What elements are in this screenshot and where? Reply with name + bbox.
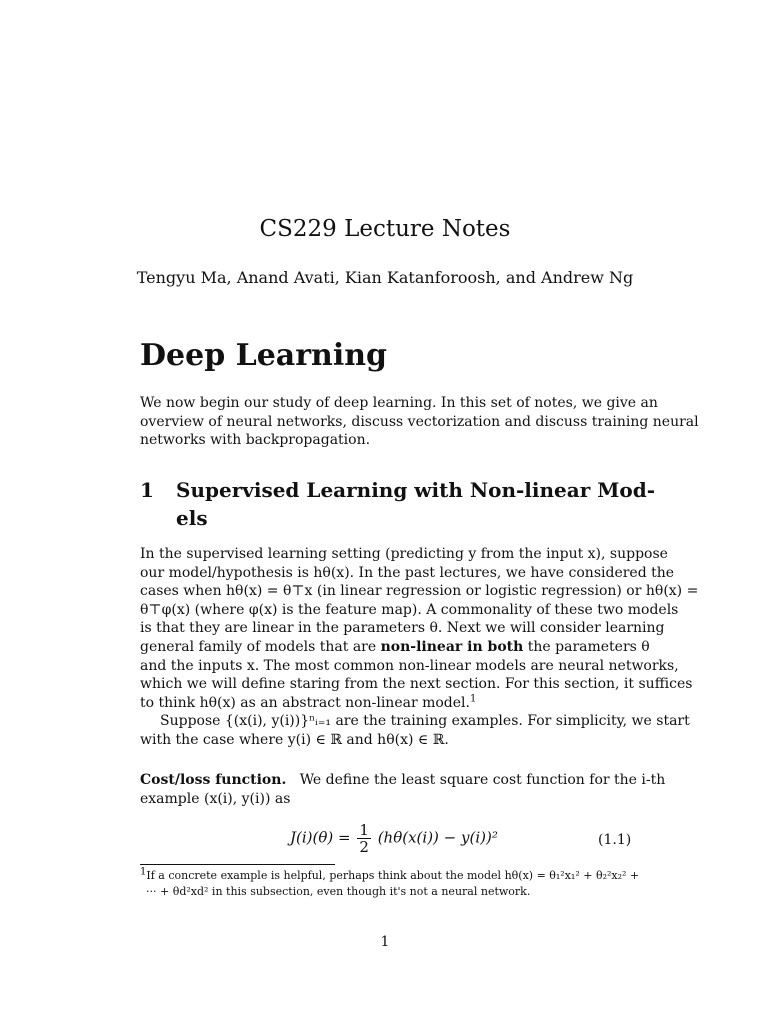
body-paragraph-1 xyxy=(140,545,699,750)
paragraph-heading: Cost/loss function. xyxy=(140,772,287,788)
body-line: our model/hypothesis is hθ(x). In the past lectures, we have considered the xyxy=(140,564,675,581)
equation-rhs: (hθ(x(i)) − y(i))² xyxy=(377,828,498,847)
equation-1-1 xyxy=(290,822,498,855)
body-line xyxy=(140,771,666,790)
body-line xyxy=(140,694,630,713)
chapter-title: Deep Learning xyxy=(140,338,388,373)
body-line: is that they are linear in the parameters θ. Next we will consider learning xyxy=(140,620,665,637)
footnote-line xyxy=(140,866,640,884)
footnote-reference[interactable]: 1 xyxy=(469,693,477,705)
intro-line: networks with backpropagation. xyxy=(140,432,371,449)
section-title-line: Supervised Learning with Non-linear Mod- xyxy=(176,478,655,502)
cost-function-paragraph xyxy=(140,771,666,808)
body-line: θ⊤φ(x) (where φ(x) is the feature map). A commonality of these two models xyxy=(140,601,679,618)
body-line: which we will define staring from the next section. For this section, it suffices xyxy=(140,676,693,693)
body-line: with the case where y(i) ∈ ℝ and hθ(x) ∈ ℝ. xyxy=(140,731,449,748)
equation-number: (1.1) xyxy=(598,832,632,848)
intro-line: overview of neural networks, discuss vectorization and discuss training neural xyxy=(140,413,699,430)
body-line xyxy=(140,638,650,657)
section-number: 1 xyxy=(140,478,154,502)
intro-line: We now begin our study of deep learning. In this set of notes, we give an xyxy=(140,395,658,411)
page-number: 1 xyxy=(380,934,390,950)
footnote-rule xyxy=(140,864,335,865)
footnote-mark: 1 xyxy=(140,866,147,878)
emphasis-text: non-linear in both xyxy=(380,638,524,655)
body-text: general family of models that are xyxy=(140,638,381,655)
body-line: example (x(i), y(i)) as xyxy=(140,790,291,807)
body-text: We define the least square cost function for the i-th xyxy=(299,772,666,788)
section-title-line: els xyxy=(176,506,208,530)
fraction-denominator: 2 xyxy=(359,838,369,856)
author-list: Tengyu Ma, Anand Avati, Kian Katanforoosh, and Andrew Ng xyxy=(136,268,634,287)
footnote-text: If a concrete example is helpful, perhaps think about the model hθ(x) = θ₁²x₁² + θ₂²x₂² + xyxy=(146,869,640,882)
body-line: Suppose {(x(i), y(i))}ⁿᵢ₌₁ are the training examples. For simplicity, we start xyxy=(160,713,690,730)
body-text: the parameters θ xyxy=(523,638,650,655)
fraction-numerator: 1 xyxy=(359,821,369,839)
equation-fraction xyxy=(357,822,371,855)
body-line: cases when hθ(x) = θ⊤x (in linear regression or logistic regression) or hθ(x) = xyxy=(140,583,699,600)
equation-lhs: J(i)(θ) = xyxy=(290,828,351,847)
document-title: CS229 Lecture Notes xyxy=(259,216,511,242)
body-line: In the supervised learning setting (predicting y from the input x), suppose xyxy=(140,546,668,562)
body-text: to think hθ(x) as an abstract non-linear model. xyxy=(140,694,470,711)
footnote xyxy=(140,866,640,900)
body-line: and the inputs x. The most common non-linear models are neural networks, xyxy=(140,657,679,674)
intro-paragraph xyxy=(140,394,699,450)
footnote-line: ··· + θd²xd² in this subsection, even though it's not a neural network. xyxy=(146,885,531,898)
section-title xyxy=(176,476,655,532)
